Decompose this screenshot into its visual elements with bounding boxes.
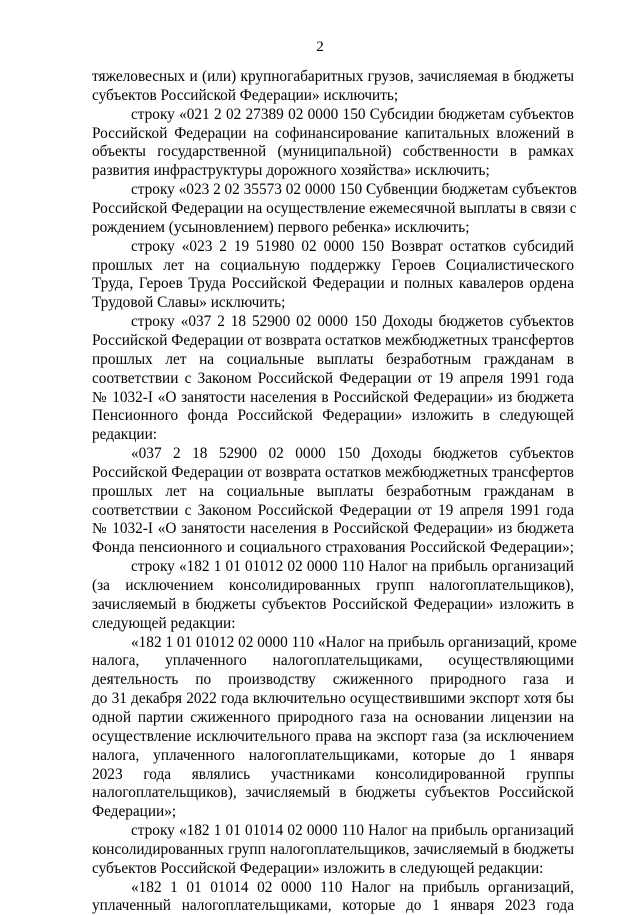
text-line: прошлых лет на социальные выплаты безработным гражданам в xyxy=(92,350,574,368)
text-line: объекты государственной (муниципальной) собственности в рамках xyxy=(92,143,574,161)
text-line: осуществление исключительного права на экспорт газа (за исключением xyxy=(92,727,574,745)
text-line: редакции: xyxy=(92,426,158,444)
text-line: соответствии с Законом Российской Федерации от 19 апреля 1991 года xyxy=(92,369,574,387)
text-line: деятельность по производству сжиженного природного газа и xyxy=(92,671,574,689)
text-line: Российской Федерации на осуществление ежемесячной выплаты в связи с xyxy=(92,200,577,217)
text-line: Российской Федерации на софинансирование капитальных вложений в xyxy=(92,124,574,142)
text-line: субъектов Российской Федерации» изложить в следующей редакции: xyxy=(92,859,544,877)
text-line: прошлых лет на социальную поддержку Героев Социалистического xyxy=(92,256,574,274)
text-line: одной партии сжиженного природного газа на основании лицензии на xyxy=(92,708,574,726)
text-line: (за исключением консолидированных групп налогоплательщиков), xyxy=(92,577,574,594)
text-line: «182 1 01 01014 02 0000 110 Налог на прибыль организаций, xyxy=(131,878,574,896)
text-line: уплаченный налогоплательщиками, которые до 1 января 2023 года xyxy=(92,897,574,915)
text-line: субъектов Российской Федерации» исключить; xyxy=(92,86,399,104)
text-line: консолидированных групп налогоплательщиков, зачисляемый в бюджеты xyxy=(92,840,574,858)
page-number: 2 xyxy=(316,39,324,55)
text-line: Труда, Героев Труда Российской Федерации и полных кавалеров ордена xyxy=(92,275,574,293)
text-line: Трудовой Славы» исключить; xyxy=(92,294,286,312)
text-line: 2023 года являлись участниками консолидированной группы xyxy=(92,765,574,783)
text-line: «182 1 01 01012 02 0000 110 «Налог на прибыль организаций, кроме xyxy=(131,633,577,651)
text-line: строку «023 2 02 35573 02 0000 150 Субвенции бюджетам субъектов xyxy=(131,181,577,199)
text-line: до 31 декабря 2022 года включительно осуществившими экспорт хотя бы xyxy=(92,690,574,708)
text-line: строку «037 2 18 52900 02 0000 150 Доходы бюджетов субъектов xyxy=(131,313,574,331)
text-line: строку «021 2 02 27389 02 0000 150 Субсидии бюджетам субъектов xyxy=(131,105,574,123)
text-line: развития инфраструктуры дорожного хозяйства» исключить; xyxy=(92,162,490,180)
text-line: следующей редакции: xyxy=(92,614,236,632)
text-line: Российской Федерации от возврата остатков межбюджетных трансфертов xyxy=(92,331,574,349)
text-line: зачисляемый в бюджеты субъектов Российской Федерации» изложить в xyxy=(92,595,574,613)
text-line: налогоплательщиков), зачисляемый в бюджеты субъектов Российской xyxy=(92,784,574,802)
text-line: тяжеловесных и (или) крупногабаритных грузов, зачисляемая в бюджеты xyxy=(92,68,574,85)
text-line: строку «182 1 01 01014 02 0000 110 Налог на прибыль организаций xyxy=(131,822,574,839)
text-line: налога, уплаченного налогоплательщиками, осуществляющими xyxy=(92,652,574,670)
text-line: налога, уплаченного налогоплательщиками, которые до 1 января xyxy=(92,746,574,764)
text-line: строку «182 1 01 01012 02 0000 110 Налог на прибыль организаций xyxy=(131,558,574,576)
text-line: прошлых лет на социальные выплаты безработным гражданам в xyxy=(92,482,574,500)
text-line: рождением (усыновлением) первого ребенка» исключить; xyxy=(92,218,470,236)
text-line: Фонда пенсионного и социального страхования Российской Федерации»; xyxy=(92,539,574,557)
text-line: Российской Федерации от возврата остатков межбюджетных трансфертов xyxy=(92,463,574,481)
text-line: № 1032-I «О занятости населения в Российской Федерации» из бюджета xyxy=(92,520,574,538)
text-line: «037 2 18 52900 02 0000 150 Доходы бюджетов субъектов xyxy=(131,445,574,462)
text-line: № 1032-I «О занятости населения в Российской Федерации» из бюджета xyxy=(92,388,574,406)
text-line: Пенсионного фонда Российской Федерации» изложить в следующей xyxy=(92,407,574,425)
text-line: строку «023 2 19 51980 02 0000 150 Возврат остатков субсидий xyxy=(131,237,574,255)
text-line: соответствии с Законом Российской Федерации от 19 апреля 1991 года xyxy=(92,501,574,519)
text-line: Федерации»; xyxy=(92,803,177,821)
